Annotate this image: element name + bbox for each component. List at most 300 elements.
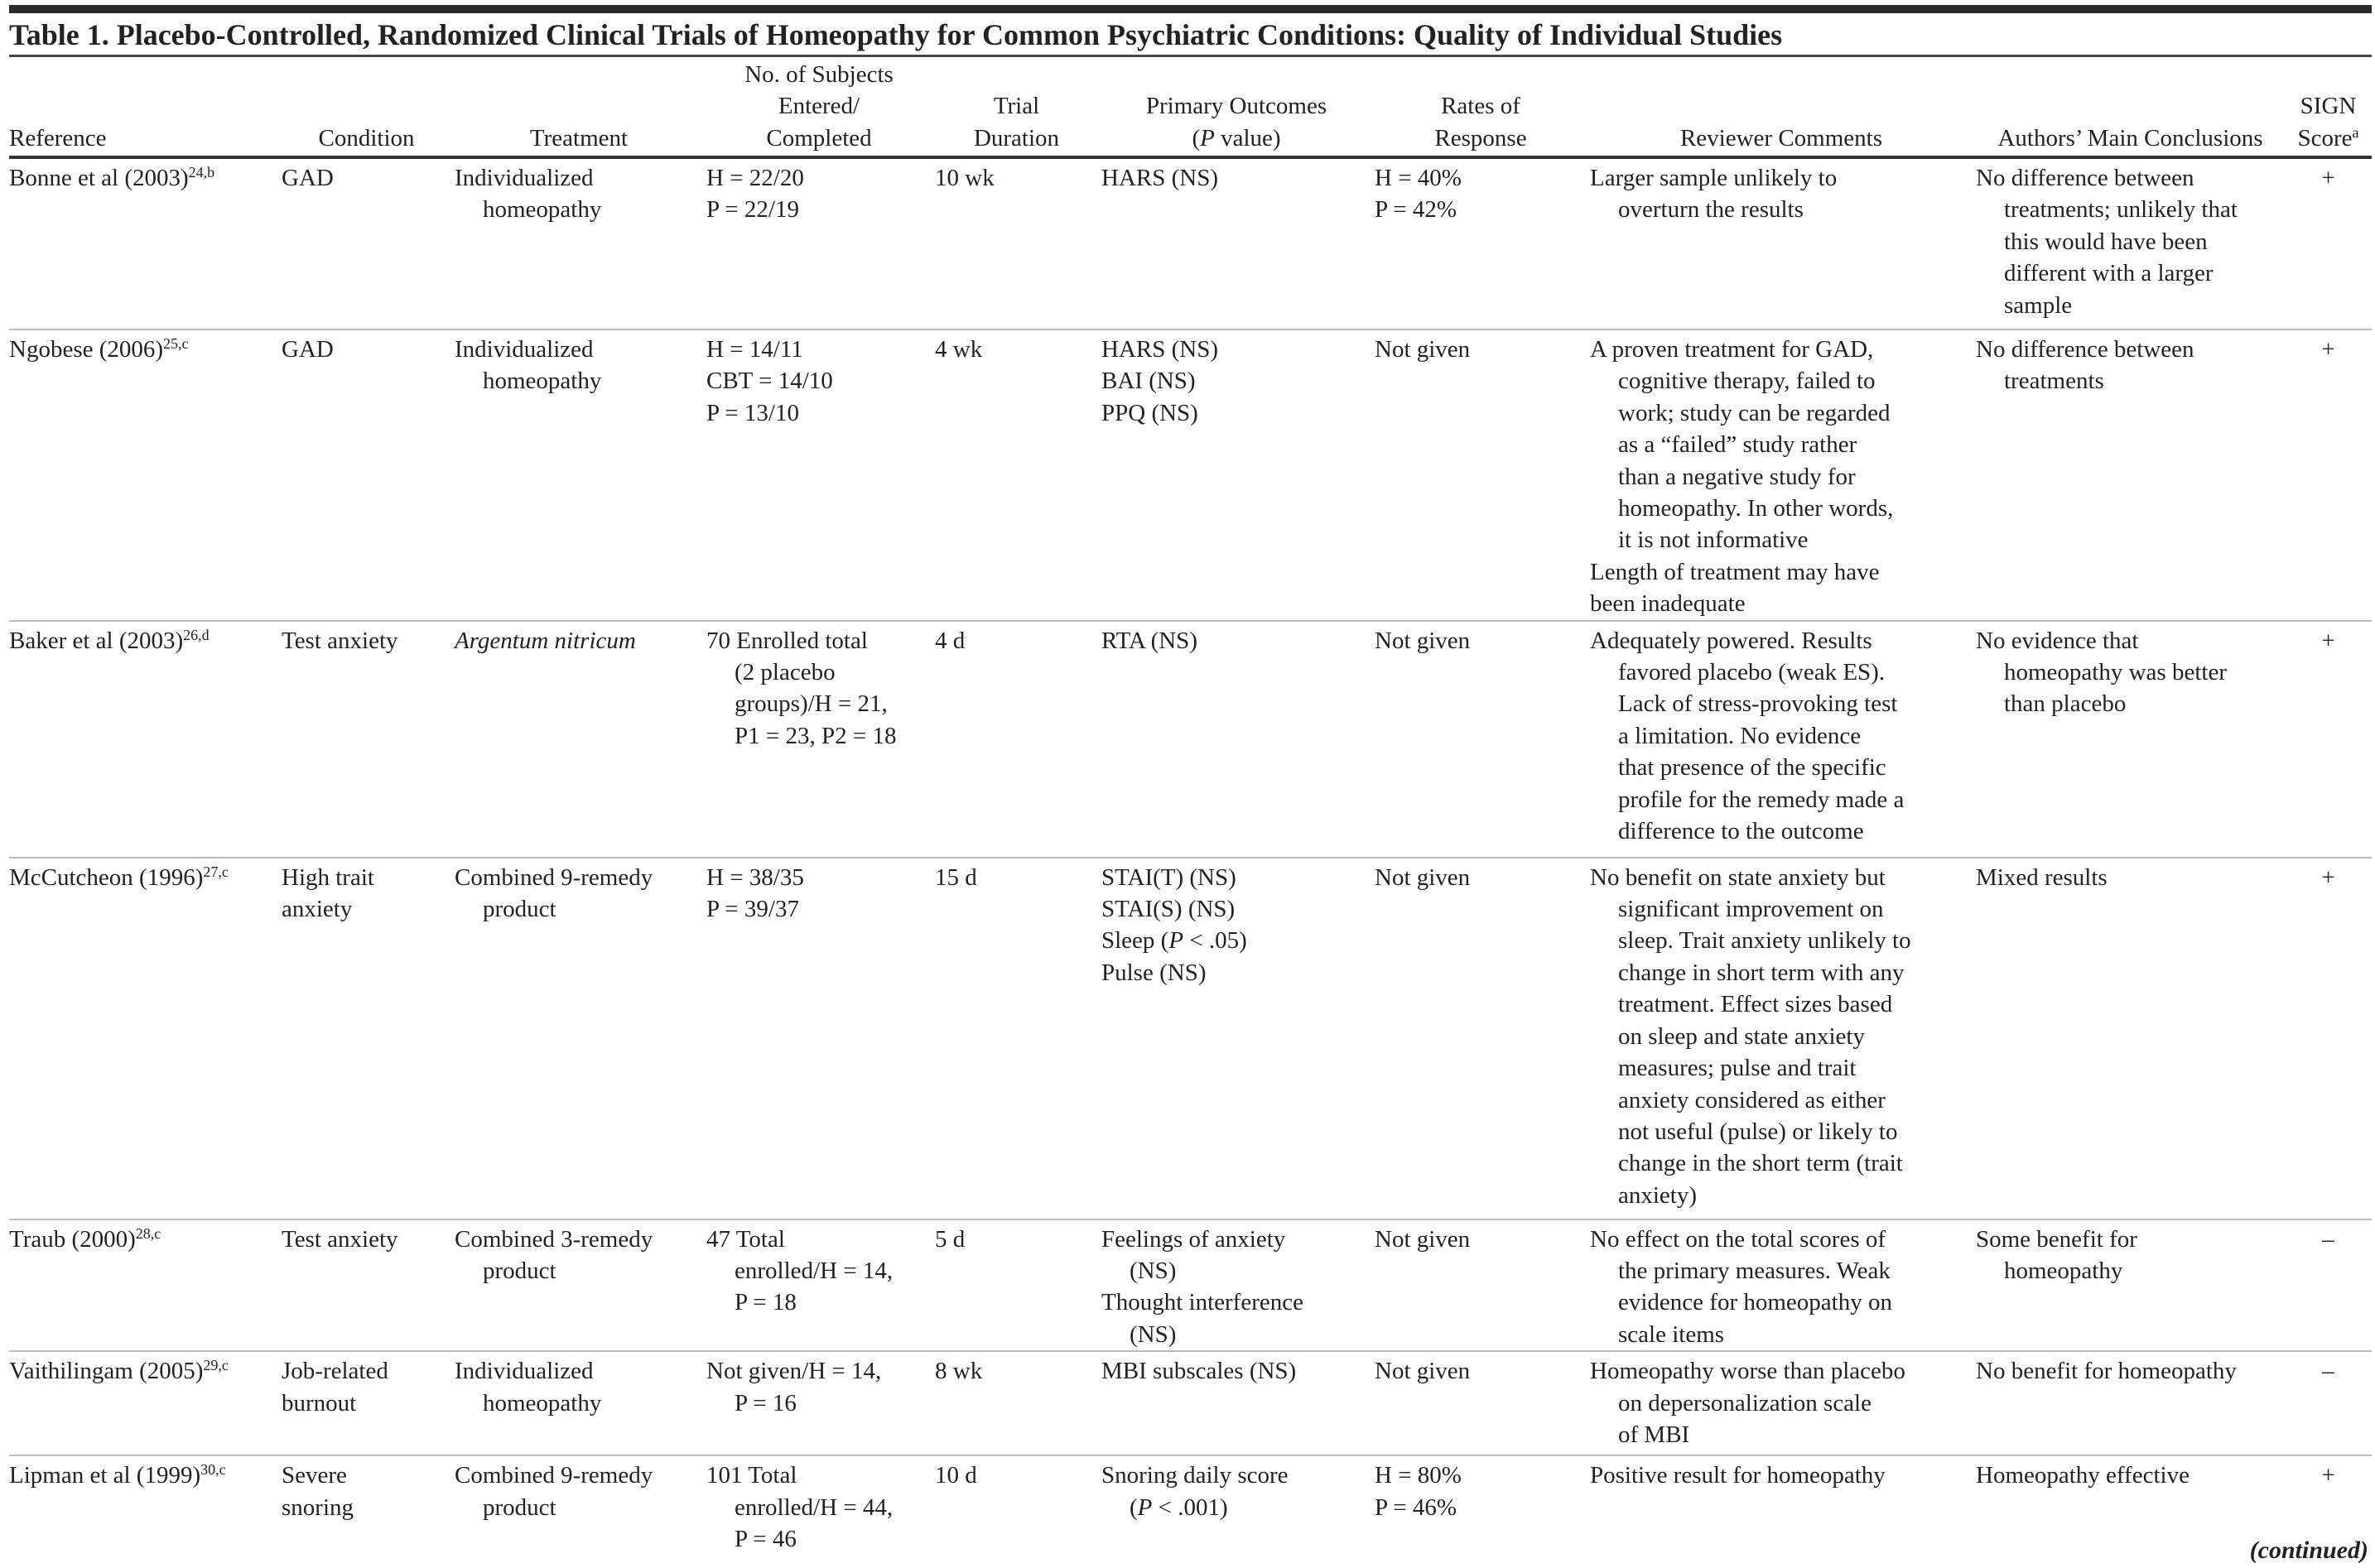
cell-outc [1101,1219,1375,1352]
cell-line: H = 14/11 [706,336,803,363]
cell-line: snoring [282,1493,354,1521]
reference-citation: 26,d [183,626,210,643]
table-row [9,621,2372,858]
column-header-rates [1375,58,1590,157]
cell-subj [706,858,935,1219]
cell-item [1101,1224,1371,1287]
header-line: Rates of [1441,93,1520,120]
cell-line: Lack of stress-provoking test [1618,690,1898,718]
cell-line: Feelings of anxiety [1101,1225,1286,1253]
cell-rates [1375,1455,1590,1557]
header-line: Response [1434,124,1527,152]
cell-line: sample [2004,291,2073,319]
cell-line: difference to the outcome [1618,818,1864,845]
header-line [2288,123,2368,154]
cell-item [1375,1460,1587,1491]
cell-line: No evidence that [1976,627,2139,654]
cell-line: HARS (NS) [1101,165,1218,191]
cell-line: cognitive therapy, failed to [1618,368,1876,395]
cell-subj [706,329,935,621]
header-line: Authors’ Main Conclusions [1997,124,2263,152]
cell-item [706,162,932,194]
cell-item [706,194,932,225]
title-rule [9,55,2372,57]
cell-line: evidence for homeopathy on [1618,1289,1892,1316]
cell-line: work; study can be regarded [1618,399,1891,426]
cell-ref [9,329,282,621]
cell-item [455,625,703,657]
cell-line: this would have been [2004,228,2208,255]
cell-item [1976,1355,2285,1387]
cell-line: GAD [282,165,334,191]
cell-item [1976,162,2285,321]
cell-item [282,1460,451,1523]
cell-line: STAI(T) (NS) [1101,863,1236,891]
cell-line: CBT = 14/10 [706,368,833,395]
cell-item [1590,162,1973,226]
cell-line: PPQ (NS) [1101,399,1198,426]
cell-sign: + [2288,329,2372,621]
text-segment: value) [1214,124,1281,152]
cell-line: homeopathy was better [2004,659,2227,686]
cell-item [706,334,932,365]
cell-rev [1590,329,1976,621]
cell-item [455,162,703,226]
cell-line: No difference between [1976,165,2194,191]
cell-auth [1976,1455,2288,1557]
cell-line: Individualized [455,336,594,363]
cell-rates [1375,858,1590,1219]
cell-line: treatments; unlikely that [2004,196,2238,224]
cell-line: Test anxiety [282,627,398,654]
header-line: Entered/ [778,93,860,120]
cell-item [1101,625,1371,657]
header-line [1101,123,1371,154]
cell-line: Adequately powered. Results [1590,627,1872,654]
cell-item [1101,925,1371,956]
cell-line: than placebo [2004,690,2127,718]
cell-item [455,1460,703,1523]
cell-ref [9,858,282,1219]
cell-line: Length of treatment may have [1590,558,1880,585]
cell-item [282,1224,451,1255]
cell-line: scale items [1618,1320,1725,1348]
cell-item [282,625,451,657]
cell-item [935,625,1098,657]
cell-line: Not given/H = 14, [706,1358,882,1385]
cell-rev [1590,1351,1976,1455]
header-line: Treatment [529,124,629,152]
cell-line: as a “failed” study rather [1618,431,1857,459]
cell-line: Severe [282,1462,347,1489]
cell-line: P = 46% [1375,1493,1457,1521]
column-header-sign [2288,58,2372,157]
reference-citation: 24,b [188,164,215,180]
cell-treat [455,621,706,858]
cell-cond [282,858,455,1219]
cell-dur [935,1455,1101,1557]
text-segment: Sleep ( [1101,927,1169,955]
cell-line: HARS (NS) [1101,336,1218,363]
cell-dur [935,157,1101,329]
cell-line: favored placebo (weak ES). [1618,659,1886,686]
cell-line: Individualized [455,165,594,191]
reference-text: Bonne et al (2003) [9,165,189,191]
cell-rev [1590,858,1976,1219]
cell-item [455,1224,703,1287]
cell-line: H = 40% [1375,165,1462,191]
cell-line: RTA (NS) [1101,627,1197,654]
cell-auth [1976,1351,2288,1455]
cell-item [1590,1355,1973,1450]
cell-rev [1590,1219,1976,1352]
text-segment: < .05) [1183,927,1247,955]
cell-rates [1375,329,1590,621]
column-header-rev [1590,58,1976,157]
cell-line: Test anxiety [282,1225,398,1253]
table-row [9,858,2372,1219]
text-segment: P [1168,927,1184,955]
superscript: a [2352,123,2359,141]
cell-line: homeopathy [483,196,602,224]
cell-line: anxiety considered as either [1618,1086,1886,1113]
cell-item [1590,334,1973,556]
cell-item [455,862,703,926]
cell-item [1375,162,1587,194]
cell-line: P = 46 [735,1526,797,1553]
cell-ref [9,621,282,858]
cell-line: 8 wk [935,1358,983,1385]
cell-sign: – [2288,1351,2372,1455]
text-segment: < .001) [1152,1493,1228,1521]
cell-item [1101,893,1371,925]
table-title: Table 1. Placebo-Controlled, Randomized Clinical Trials of Homeopathy for Common Psychiatric Conditions: Quality of Individual Studies [9,18,1783,51]
cell-line: significant improvement on [1618,896,1884,923]
cell-item [1590,556,1973,588]
text-segment: ( [1192,124,1201,152]
cell-line: Pulse (NS) [1101,959,1207,986]
cell-item [935,162,1098,194]
table-row [9,1455,2372,1557]
cell-line: 10 wk [935,165,995,191]
cell-item [935,334,1098,365]
header-line: Completed [766,124,872,152]
cell-line: that presence of the specific [1618,754,1886,782]
cell-line: P = 22/19 [706,196,799,224]
cell-line: homeopathy [483,368,602,395]
cell-subj [706,1455,935,1557]
cell-line: Combined 9-remedy [455,863,653,891]
cell-item [706,365,932,397]
cell-sign: – [2288,1219,2372,1352]
cell-sign: + [2321,1462,2335,1489]
cell-item [1101,365,1371,397]
table-row [9,1219,2372,1352]
header-line: Reviewer Comments [1679,124,1883,152]
cell-item [1590,862,1973,1211]
cell-treat [455,157,706,329]
cell-treat [455,1219,706,1352]
header-line: No. of Subjects [744,60,894,88]
cell-line: P = 42% [1375,196,1457,224]
table-row [9,157,2372,329]
cell-line: product [483,896,556,923]
cell-dur [935,1219,1101,1352]
cell-line: (2 placebo [735,659,836,686]
cell-line: Larger sample unlikely to [1590,165,1838,191]
cell-item [935,1355,1098,1387]
cell-line: BAI (NS) [1101,368,1196,395]
cell-item [1375,1492,1587,1523]
header-line: Duration [973,124,1060,152]
cell-line: product [483,1493,556,1521]
cell-item [706,893,932,925]
cell-line [1101,1492,1371,1523]
cell-item [935,1224,1098,1255]
cell-line [455,625,703,657]
cell-cond [282,329,455,621]
cell-line: homeopathy. In other words, [1618,495,1894,522]
cell-line: Combined 9-remedy [455,1462,653,1489]
cell-line: 47 Total [706,1225,785,1253]
cell-line: (NS) [1130,1320,1177,1348]
cell-item [1976,1460,2285,1491]
cell-item [282,334,451,365]
cell-item [935,1460,1098,1491]
cell-item [1101,162,1371,194]
reference-citation: 25,c [163,335,189,352]
cell-line: Not given [1375,627,1471,654]
cell-auth [1976,329,2288,621]
cell-ref [9,157,282,329]
header-row [9,58,2372,157]
cell-line: homeopathy [483,1389,602,1416]
cell-auth [1976,1219,2288,1352]
cell-line: A proven treatment for GAD, [1590,336,1874,363]
cell-line: 10 d [935,1462,977,1489]
reference-text: Ngobese (2006) [9,336,164,363]
cell-auth [1976,157,2288,329]
cell-ref [9,1219,282,1352]
cell-cond [282,1219,455,1352]
cell-line: anxiety [282,896,353,923]
cell-line: Not given [1375,1225,1471,1253]
cell-line: GAD [282,336,334,363]
cell-line: different with a larger [2004,260,2214,287]
column-header-ref [9,58,282,157]
column-header-dur [935,58,1101,157]
reference-text: Baker et al (2003) [9,627,184,654]
cell-line: measures; pulse and trait [1618,1055,1857,1082]
cell-cond [282,621,455,858]
cell-line: H = 80% [1375,1462,1462,1489]
cell-line: treatment. Effect sizes based [1618,991,1893,1018]
cell-rates [1375,621,1590,858]
cell-item [1375,625,1587,657]
cell-dur [935,329,1101,621]
cell-line: overturn the results [1618,196,1804,224]
cell-item [706,1224,932,1319]
cell-line: of MBI [1618,1421,1690,1449]
cell-outc [1101,858,1375,1219]
cell-rev [1590,621,1976,858]
cell-line: STAI(S) (NS) [1101,896,1236,923]
cell-outc [1101,1351,1375,1455]
cell-item [282,162,451,194]
cell-line: change in the short term (trait [1618,1150,1903,1177]
cell-item [1375,862,1587,893]
cell-line: Snoring daily score [1101,1462,1289,1489]
cell-sign: + [2288,858,2372,1219]
header-line: Condition [318,124,415,152]
cell-line: Individualized [455,1358,594,1385]
cell-subj [706,1219,935,1352]
cell-line: product [483,1258,556,1285]
header-line: Trial [993,93,1040,120]
cell-item [1375,194,1587,225]
cell-item [935,862,1098,893]
cell-line: No difference between [1976,336,2194,363]
cell-item [1976,625,2285,720]
cell-item [455,1355,703,1419]
cell-line: Not given [1375,1358,1471,1385]
cell-item [706,1355,932,1419]
cell-rev [1590,157,1976,329]
cell-line: change in short term with any [1618,959,1905,986]
reference-citation: 30,c [200,1461,226,1479]
text-segment: Argentum nitricum [455,627,636,654]
cell-item [1976,862,2285,893]
cell-line: Job-related [282,1358,388,1385]
cell-line: Not given [1375,336,1471,363]
reference-citation: 28,c [135,1224,161,1242]
header-line: SIGN [2300,93,2357,120]
cell-item [1375,1224,1587,1255]
cell-treat [455,858,706,1219]
cell-line: not useful (pulse) or likely to [1618,1118,1898,1145]
cell-line: on depersonalization scale [1618,1389,1872,1416]
cell-line: Combined 3-remedy [455,1225,653,1253]
cell-line: Homeopathy worse than placebo [1590,1358,1905,1385]
cell-line: Thought interference [1101,1289,1303,1316]
header-line: Reference [9,124,107,152]
top-rule [9,5,2372,13]
cell-item [1101,862,1371,893]
cell-treat [455,329,706,621]
cell-line: enrolled/H = 14, [735,1258,894,1285]
cell-line: profile for the remedy made a [1618,786,1905,813]
cell-line: 70 Enrolled total [706,627,868,654]
cell-line: anxiety) [1618,1181,1698,1209]
cell-rates [1375,157,1590,329]
cell-item [1590,1460,1973,1491]
cell-item [1590,1224,1973,1351]
reference-text: Lipman et al (1999) [9,1462,201,1489]
cell-item [1101,957,1371,988]
cell-line: a limitation. No evidence [1618,722,1862,749]
cell-line: P = 16 [735,1389,797,1416]
cell-line: on sleep and state anxiety [1618,1022,1865,1050]
column-header-treat [455,58,706,157]
cell-line: 4 wk [935,336,983,363]
cell-rates [1375,1351,1590,1455]
cell-item [1101,1287,1371,1350]
cell-subj [706,157,935,329]
cell-item [1101,1460,1371,1523]
cell-line: P = 18 [735,1289,797,1316]
cell-line: P = 13/10 [706,399,799,426]
cell-line: No effect on the total scores of [1590,1225,1886,1253]
cell-item [1976,1224,2285,1287]
cell-line: 101 Total [706,1462,797,1489]
cell-line: Homeopathy effective [1976,1462,2190,1489]
cell-line [1101,925,1371,956]
cell-item [1590,588,1973,619]
text-segment: P [1137,1493,1153,1521]
cell-item [706,1460,932,1555]
text-segment: Score [2297,124,2353,152]
column-header-cond [282,58,455,157]
continued-note: (continued) [2249,1537,2368,1564]
cell-dur [935,1351,1101,1455]
header-line: Primary Outcomes [1145,93,1327,120]
cell-item [282,1355,451,1419]
cell-treat [455,1351,706,1455]
cell-cond [282,1351,455,1455]
column-header-auth [1976,58,2288,157]
cell-line: than a negative study for [1618,463,1856,490]
reference-text: McCutcheon (1996) [9,863,204,891]
cell-line: groups)/H = 21, [735,690,888,718]
cell-cond [282,1455,455,1557]
cell-line: Some benefit for [1976,1225,2137,1253]
table-row [9,1351,2372,1455]
cell-sign: + [2288,621,2372,858]
cell-outc [1101,329,1375,621]
cell-outc [1101,1455,1375,1557]
cell-line: burnout [282,1389,357,1416]
cell-dur [935,621,1101,858]
cell-line: H = 38/35 [706,863,804,891]
reference-citation: 29,c [203,1357,229,1374]
column-header-subj [706,58,935,157]
cell-rev [1590,1455,1976,1557]
cell-item [1101,334,1371,365]
cell-line: 4 d [935,627,966,654]
cell-line: Positive result for homeopathy [1590,1462,1886,1489]
cell-item [455,334,703,397]
cell-line: (NS) [1130,1258,1177,1285]
cell-treat [455,1455,706,1557]
cell-outc [1101,157,1375,329]
column-header-outc [1101,58,1375,157]
cell-line: enrolled/H = 44, [735,1493,894,1521]
cell-line: No benefit on state anxiety but [1590,863,1886,891]
cell-line: homeopathy [2004,1258,2123,1285]
text-segment: P [1200,124,1215,152]
cell-item [1101,1355,1371,1387]
studies-table [9,58,2372,1557]
cell-line: it is not informative [1618,527,1809,554]
cell-ref [9,1455,282,1557]
cell-item [706,625,932,753]
cell-item [1375,334,1587,365]
cell-subj [706,1351,935,1455]
cell-line: No benefit for homeopathy [1976,1358,2237,1385]
cell-item [282,862,451,926]
cell-line: treatments [2004,368,2104,395]
cell-dur [935,858,1101,1219]
